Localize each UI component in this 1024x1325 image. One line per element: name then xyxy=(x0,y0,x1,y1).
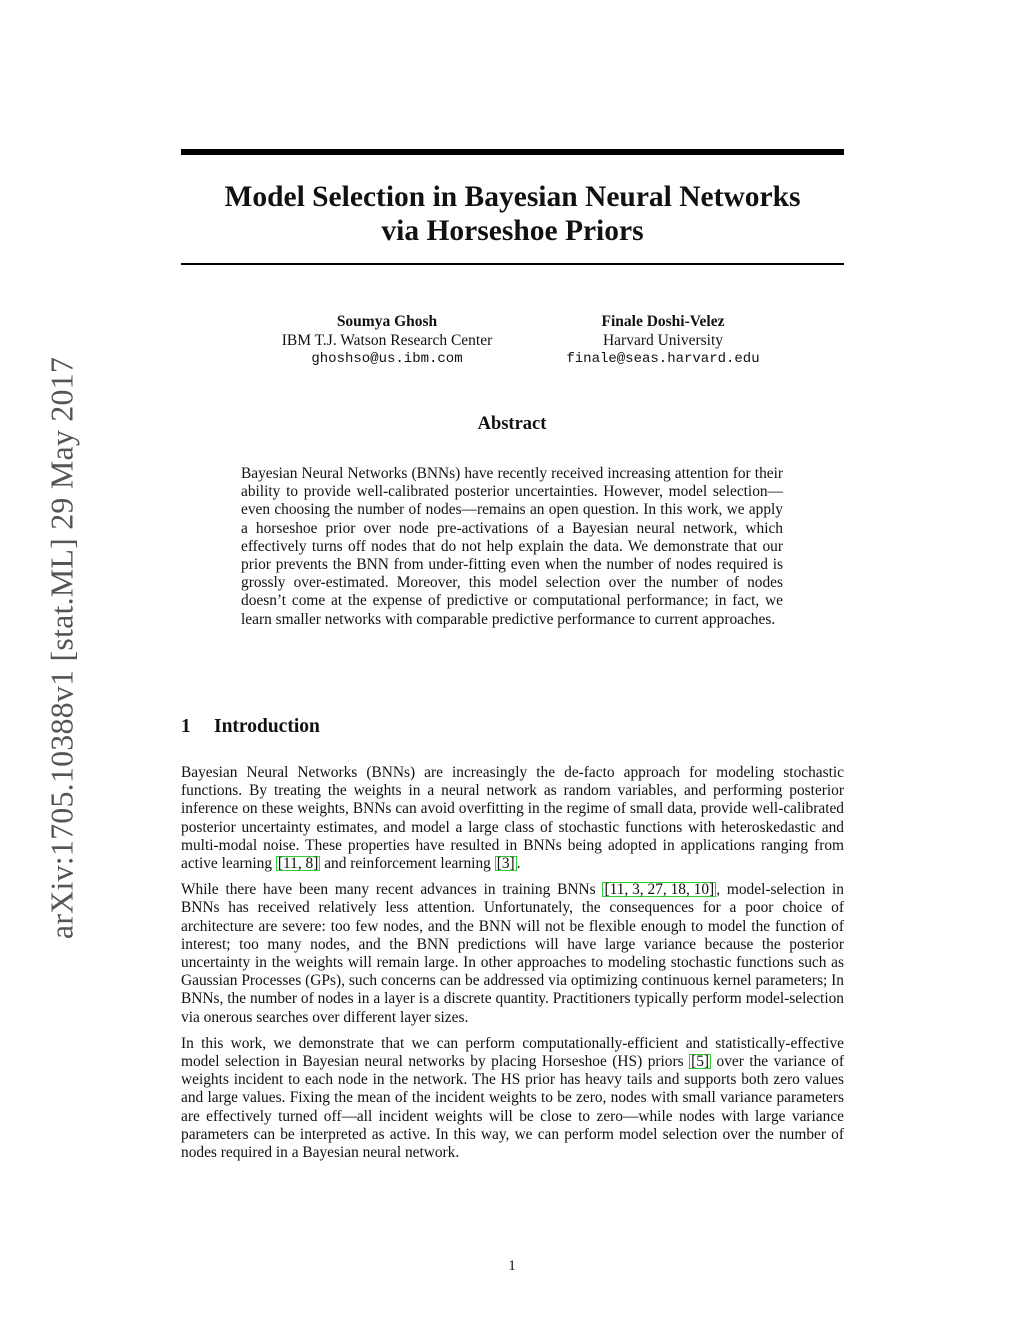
paper-title xyxy=(181,180,844,248)
author-name: Soumya Ghosh xyxy=(336,313,438,330)
author-email[interactable]: finale@seas.harvard.edu xyxy=(566,351,760,367)
paragraph xyxy=(181,1035,844,1162)
section-number: 1 xyxy=(181,716,191,737)
abstract-heading: Abstract xyxy=(477,414,547,434)
title-top-rule xyxy=(181,149,844,155)
page-number: 1 xyxy=(508,1258,516,1274)
paragraph-text: , model-selection in BNNs has received relatively less attention. Unfortunately, the consequences for a poor choice of architecture are severe: too few nodes, and the BNN will not be flexible enough to model the function of interest; too many nodes, and the BNN predictions will have large variance because the posterior uncertainty in the weights will remain large. In other approaches to modeling stochastic functions such as Gaussian Processes (GPs), such concerns can be addressed via optimizing continuous kernel parameters; In BNNs, the number of nodes in a layer is a discrete quantity. Practitioners typically perform model-selection via onerous searches over different layer sizes. xyxy=(181,881,844,1026)
paragraph-text: In this work, we demonstrate that we can perform computationally-efficient and statistically-effective model selection in Bayesian neural networks by placing Horseshoe (HS) priors xyxy=(181,1034,844,1071)
author-block-1 xyxy=(252,312,522,369)
arxiv-identifier[interactable]: arXiv:1705.10388v1 [stat.ML] 29 May 2017 xyxy=(43,356,80,940)
citation-link[interactable]: [11, 8] xyxy=(277,855,319,873)
paragraph-text: over the variance of weights incident to each node in the network. The HS prior has heavy tails and supports both zero values and large values. Fixing the mean of the incident weights to be zero, nodes with small variance parameters are effectively turned off—all incident weights will be close to zero—while nodes with large variance parameters can be interpreted as active. In this way, we can perform model selection over the number of nodes required in a Bayesian neural network. xyxy=(181,1053,844,1162)
paragraph-text: Bayesian Neural Networks (BNNs) are increasingly the de-facto approach for modeling stochastic functions. By treating the weights in a neural network as random variables, and performing posterior inference on these weights, BNNs can avoid overfitting in the regime of small data, provide well-calibrated posterior uncertainty estimates, and model a large class of stochastic functions with heteroskedastic and multi-modal noise. These properties have resulted in BNNs being adopted in applications ranging from active learning xyxy=(181,764,844,873)
paragraph-text: . xyxy=(516,855,521,873)
author-affiliation: IBM T.J. Watson Research Center xyxy=(281,332,493,349)
author-name: Finale Doshi-Velez xyxy=(601,313,725,330)
paragraph-text: While there have been many recent advances in training BNNs xyxy=(181,881,603,899)
introduction-body xyxy=(181,764,844,1170)
citation-link[interactable]: [3] xyxy=(496,855,515,873)
paragraph xyxy=(181,764,844,873)
paragraph xyxy=(181,881,844,1027)
title-line-1: Model Selection in Bayesian Neural Networks xyxy=(224,181,801,213)
title-line-2: via Horseshoe Priors xyxy=(381,215,644,247)
section-title: Introduction xyxy=(214,716,320,737)
abstract-text: Bayesian Neural Networks (BNNs) have recently received increasing attention for their ability to provide well-calibrated posterior uncertainties. However, model selection—even choosing the number of nodes—remains an open question. In this work, we apply a horseshoe prior over node pre-activations of a Bayesian neural network, which effectively turns off nodes that do not help explain the data. We demonstrate that our prior prevents the BNN from under-fitting even when the number of nodes required is grossly over-estimated. Moreover, this model selection over the number of nodes doesn’t come at the expense of predictive or computational performance; in fact, we learn smaller networks with comparable predictive performance to current approaches. xyxy=(241,465,783,628)
citation-link[interactable]: [5] xyxy=(691,1053,710,1071)
title-bottom-rule xyxy=(181,263,844,265)
author-block-2 xyxy=(540,312,786,369)
section-heading xyxy=(181,716,320,738)
author-email[interactable]: ghoshso@us.ibm.com xyxy=(311,351,463,367)
author-affiliation: Harvard University xyxy=(602,332,724,349)
paragraph-text: and reinforcement learning xyxy=(320,855,495,873)
citation-link[interactable]: [11, 3, 27, 18, 10] xyxy=(604,881,715,899)
